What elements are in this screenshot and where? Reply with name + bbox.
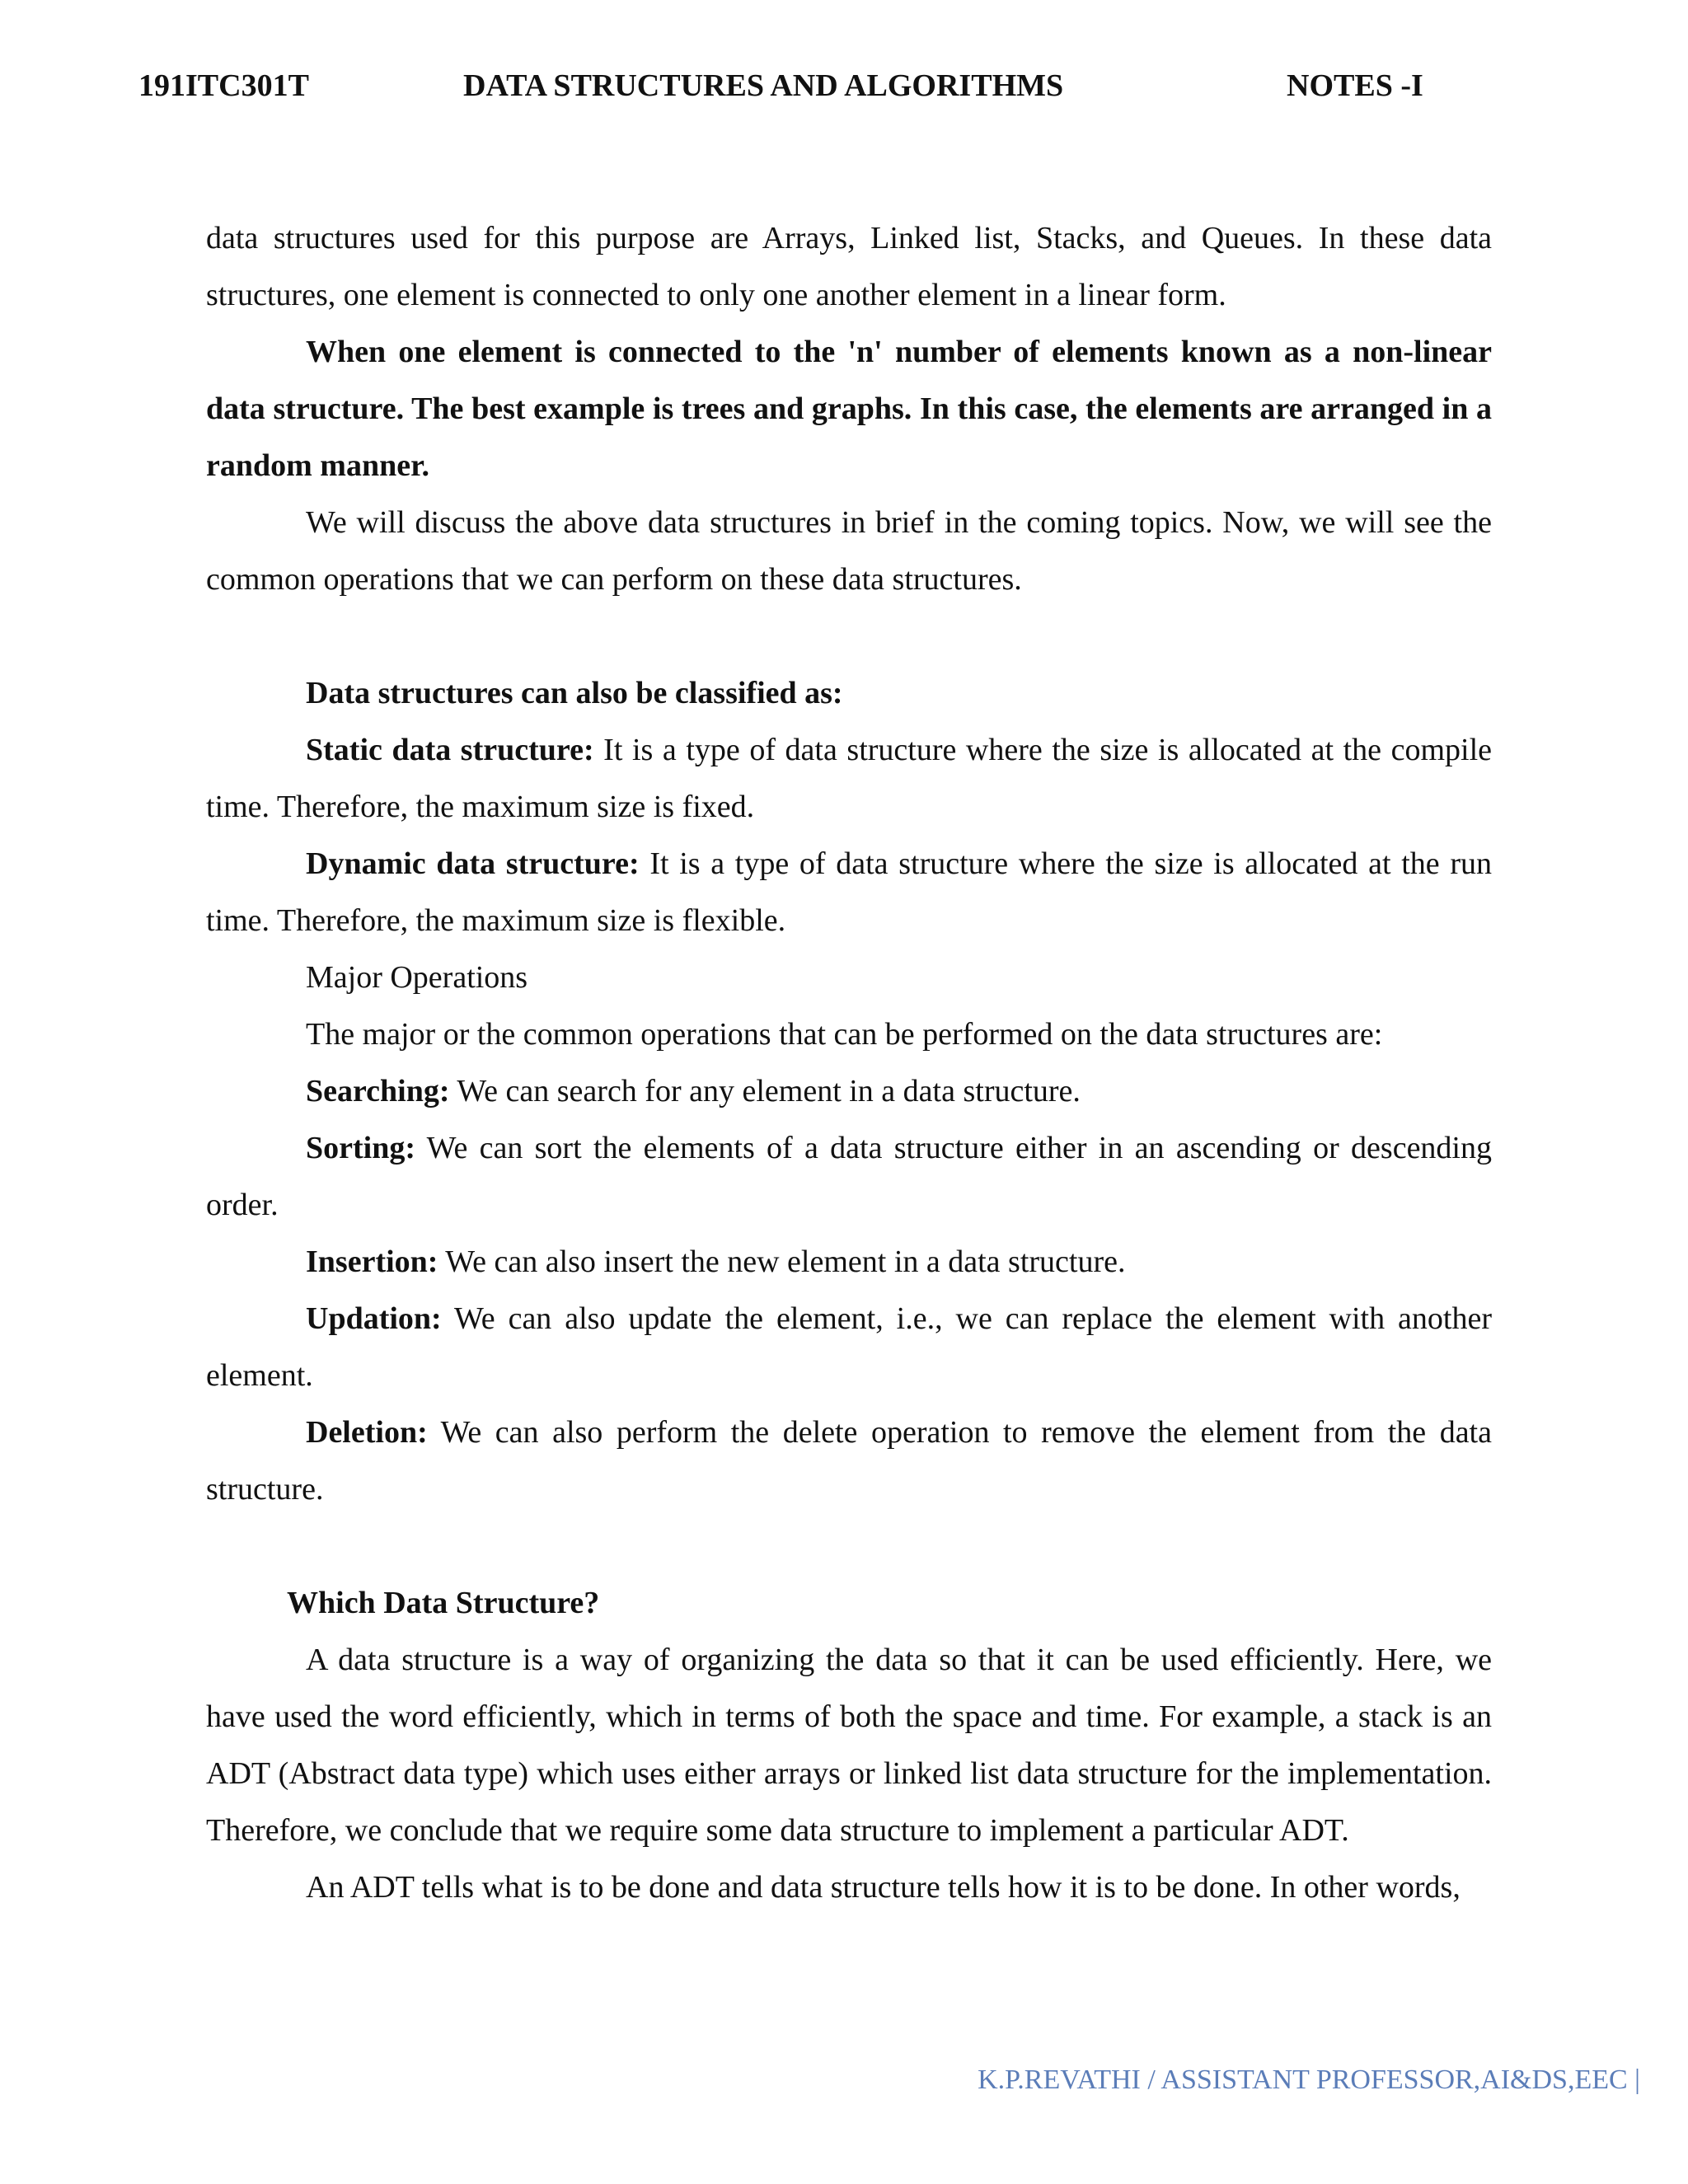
- updation-text: We can also update the element, i.e., we can replace the element with another element.: [206, 1301, 1492, 1393]
- searching-item: [206, 1063, 1492, 1120]
- paragraph-linear: data structures used for this purpose are Arrays, Linked list, Stacks, and Queues. In these data structures, one element is connected to only one another element in a linear form.: [206, 221, 1492, 312]
- static-label: Static data structure:: [306, 733, 594, 767]
- deletion-text: We can also perform the delete operation to remove the element from the data structure.: [206, 1415, 1492, 1507]
- updation-label: Updation:: [306, 1301, 442, 1336]
- sorting-text: We can sort the elements of a data structure either in an ascending or descending order.: [206, 1131, 1492, 1222]
- dynamic-text: It is a type of data structure where the size is allocated at the run time. Therefore, the maximum size is flexible.: [206, 846, 1492, 938]
- deletion-label: Deletion:: [306, 1415, 428, 1450]
- classified-heading: Data structures can also be classified as:: [306, 676, 843, 710]
- footer-author: K.P.REVATHI / ASSISTANT PROFESSOR,AI&DS,EEC |: [978, 2064, 1640, 2095]
- searching-text: We can search for any element in a data structure.: [449, 1074, 1081, 1108]
- static-text: It is a type of data structure where the size is allocated at the compile time. Therefore, the maximum size is fixed.: [206, 733, 1493, 824]
- insertion-label: Insertion:: [306, 1244, 438, 1279]
- insertion-text: We can also insert the new element in a data structure.: [438, 1244, 1126, 1279]
- sorting-label: Sorting:: [306, 1131, 415, 1165]
- page-body: [206, 210, 1492, 1916]
- paragraph-nonlinear: When one element is connected to the 'n' number of elements known as a non-linear data structure. The best example is trees and graphs. In this case, the elements are arranged in a random manner.: [206, 335, 1492, 483]
- course-title: DATA STRUCTURES AND ALGORITHMS: [463, 68, 1064, 103]
- updation-item: [206, 1291, 1492, 1404]
- major-operations-intro: The major or the common operations that can be performed on the data structures are:: [306, 1017, 1383, 1052]
- paragraph-which-2: An ADT tells what is to be done and data structure tells how it is to be done. In other words,: [306, 1870, 1461, 1905]
- static-item: [206, 722, 1492, 836]
- notes-label: NOTES -I: [1287, 68, 1423, 103]
- insertion-item: [206, 1234, 1492, 1291]
- paragraph-which-1: A data structure is a way of organizing the data so that it can be used efficiently. Here, we have used the word efficiently, which in terms of both the space and time. For example, a stack is an ADT (Abstract data type) which uses either arrays or linked list data structure for the implementation. Therefore, we conclude that we require some data structure to implement a particular ADT.: [206, 1643, 1492, 1848]
- dynamic-item: [206, 836, 1492, 949]
- deletion-item: [206, 1404, 1492, 1518]
- searching-label: Searching:: [306, 1074, 450, 1108]
- paragraph-discuss: We will discuss the above data structures in brief in the coming topics. Now, we will see the common operations that we can perform on these data structures.: [206, 505, 1492, 597]
- major-operations-title: Major Operations: [306, 960, 528, 995]
- sorting-item: [206, 1120, 1492, 1234]
- dynamic-label: Dynamic data structure:: [306, 846, 640, 881]
- which-heading: Which Data Structure?: [287, 1586, 600, 1620]
- course-code: 191ITC301T: [138, 68, 309, 103]
